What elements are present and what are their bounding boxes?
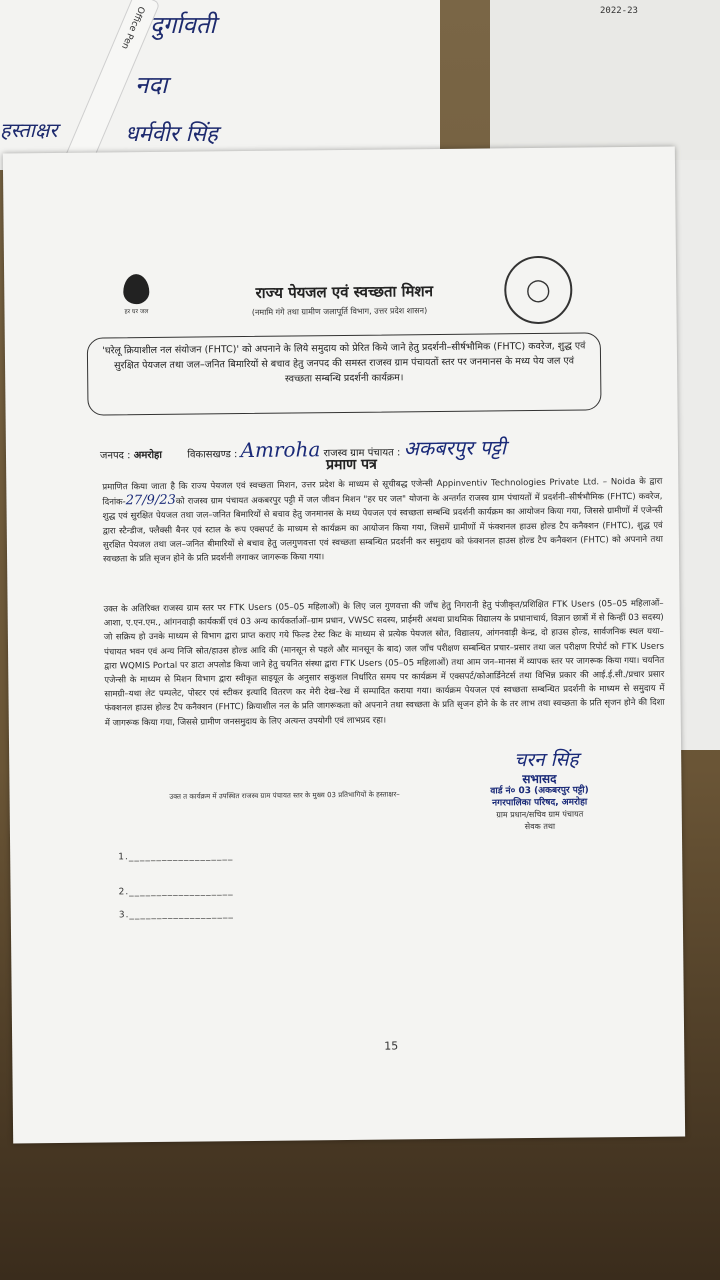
village-label: राजस्व ग्राम पंचायत : bbox=[323, 447, 401, 460]
mission-title: राज्य पेयजल एवं स्वच्छता मिशन bbox=[255, 282, 434, 302]
village-value: अकबरपुर पट्टी bbox=[403, 435, 507, 461]
handwritten-date: 27/9/23 bbox=[125, 492, 176, 509]
signature: चरन सिंह bbox=[514, 748, 579, 772]
stamp-line: नगरपालिका परिषद, अमरोहा bbox=[492, 797, 588, 809]
handwritten-note: धर्मवीर सिंह bbox=[125, 122, 218, 147]
handwritten-note: नदा bbox=[135, 71, 168, 99]
water-drop-icon bbox=[123, 274, 149, 304]
block-label: विकासखण्ड : bbox=[187, 449, 238, 461]
program-banner: 'घरेलू क्रियाशील नल संयोजन (FHTC)' को अपनाने के लिये समुदाय को प्रेरित किये जाने हेतु प्रदर्शनी–सीर्षभौमिक (FHTC) कवरेज, शुद्ध एवं सुरक्षित पेयजल तथा जल–जनित बिमारियों से बचाव हेतु जनपद की समस्त राजस्व ग्राम पंचायतों स्तर पर जनमानस के मध्य पेय जल एवं स्वच्छता सम्बन्धि प्रदर्शनी कार्यक्रम। bbox=[87, 332, 602, 415]
stamp-line: सेवक तथा bbox=[524, 821, 556, 832]
background-sheet-right bbox=[490, 0, 720, 160]
official-stamp bbox=[439, 772, 640, 834]
certificate-title: प्रमाण पत्र bbox=[326, 456, 377, 474]
signature-line-1: 1.___________________ bbox=[118, 851, 234, 863]
up-emblem-icon: ◯ bbox=[504, 256, 573, 325]
janpad-value: अमरोहा bbox=[133, 449, 162, 462]
handwritten-note: दुर्गावती bbox=[150, 11, 216, 39]
signature-line-3: 3.___________________ bbox=[118, 909, 234, 921]
mission-logo bbox=[114, 274, 159, 344]
pen-label: Office Pen bbox=[119, 4, 147, 51]
paragraph-2: उक्त के अतिरिक्त राजस्व ग्राम स्तर पर FTK Users (05–05 महिलाओं) के लिए जल गुणवत्ता की जाँच हेतु निगरानी हेतु पंजीकृत/प्रशिक्षित FTK Users (05–05 महिलाओं–आशा, ए.एन.एम., आंगनवाड़ी कार्यकर्त्री एवं 03 अन्य कार्यकर्ताओं–ग्राम प्रधान, VWSC सदस्य, प्राईमरी अथवा प्राथमिक विद्यालय के प्रधानाचार्य, विज्ञान छात्रों में से किन्हीं 03 सदस्य) जो सक्रिय हो उनके माध्यम से विभाग द्वारा प्राप्त कराए गये फिल्ड टेस्ट किट के माध्यम से प्रत्येक पेयजल स्रोत, विद्यालय, आंगनवाड़ी केन्द्र, दो हाउस होल्ड, सार्वजनिक स्थल यथा–पंचायत भवन एवं अन्य निजि स्रोत/हाउस होल्ड आदि की (मानसून से पहले और मानसून के बाद) जल जाँच परीक्षण सम्बन्धित प्रचार–प्रसार तथा जल परीक्षण रिपोर्ट को FTK Users द्वारा WQMIS Portal पर डाटा अपलोड किया जाने हेतु चयनित संस्था द्वारा FTK Users (05–05 महिलाओं) तथा आम जन–मानस में व्यापक स्तर पर जागरूक किया गया। चयनित एजेन्सी के माध्यम से मिशन विभाग द्वारा स्वीकृत साइयूल के अनुसार सकुशल निर्धारित समय पर कार्यक्रम में एक्सपर्ट/कोआर्डिनेटर्स तथा विभिन्न प्रकार की आई.ई.सी./प्रचार प्रसार सामग्री–यथा लेट पम्पलेट, पोस्टर एवं स्टीकर इत्यादि वितरण कर मेरी देख–रेख में सम्पादित कराया गया। कार्यक्रम पेयजल एवं स्वच्छता सम्बन्धित प्रदर्शनी के माध्यम से समुदाय में फंक्शनल हाउस होल्ड टैप कनैक्शन (FHTC) क्रियाशील नल के प्रति जागरूकता को अपनाने तथा स्वच्छता के प्रति सृजन होने के के तर लाभ तथा स्वच्छता के प्रति सृजन होने की दिशा में जागरूक किया गया, जिससे ग्रामीण जनसमुदाय के लिए अत्यन्त उपयोगी एवं लाभप्रद रहा। bbox=[103, 598, 665, 729]
janpad-label: जनपद : bbox=[99, 450, 131, 462]
background-sheet bbox=[0, 0, 440, 170]
logo-caption: हर घर जल bbox=[124, 308, 149, 316]
certificate-page bbox=[3, 147, 685, 1144]
participants-note: उक्त त कार्यक्रम में उपस्थित राजस्व ग्राम पंचायत स्तर के मुख्य 03 प्रतिभागियों के हस्ताक्षर– bbox=[169, 790, 400, 801]
stamp-title: सभासद bbox=[522, 771, 557, 787]
paragraph-1-text-cont: को राजस्व ग्राम पंचायत अकबरपुर पट्टी में जल जीवन मिशन "हर घर जल" योजना के अन्तर्गत राजस्व ग्राम पंचायतों में प्रदर्शनी–सीर्षभौमिक (FHTC) कवरेज, शुद्ध एवं सुरक्षित पेयजल तथा जल–जनित बिमारियों से बचाव हेतु जनमानस के मध्य पेयजल एवं स्वच्छता सम्बन्धि प्रदर्शनी कार्यक्रम का आयोजन किया गया, जिससे ग्रामीणों में एजेन्सी द्वारा स्टैन्डीज, फ्लैक्सी बैनर एवं स्टाल के रूप एक्सपर्ट के माध्यम से कार्यक्रम का आयोजन किया गया, जिसमें ग्रामीणों में फंक्शनल हाउस होल्ड टैप कनैक्शन (FHTC), शुद्ध एवं सुरक्षित पेयजल तथा जल–जनित बीमारियों से बचाव हेतु जलगुणवत्ता एवं स्वच्छता सम्बन्धित प्रदर्शनी कर समुदाय को फंक्शनल हाउस होल्ड टैप कनैक्शन (FHTC) को अपनाने तथा स्वच्छता के प्रति सृजन होने के प्रति प्रदर्शनी लगाकर जागरूक किया गया। bbox=[102, 491, 663, 565]
handwritten-note: हस्ताक्षर bbox=[0, 118, 58, 142]
signature-line-2: 2.___________________ bbox=[118, 886, 234, 898]
block-value: Amroha bbox=[240, 437, 321, 463]
stamp-line: वार्ड नं० 03 (अकबरपुर पट्टी) bbox=[490, 785, 589, 797]
paragraph-1-text: प्रमाणित किया जाता है कि राज्य पेयजल एवं स्वच्छता मिशन, उत्तर प्रदेश के माध्यम से सूचीबद्ध एजेन्सी Appinventiv Technologies Private Ltd. – Noida के द्वारा दिनांक- bbox=[102, 476, 663, 508]
mission-subtitle: (नमामि गंगे तथा ग्रामीण जलापूर्ति विभाग, उत्तर प्रदेश शासन) bbox=[251, 306, 428, 317]
page-number: 15 bbox=[384, 1039, 399, 1053]
corner-note: 2022-23 bbox=[600, 6, 638, 16]
paragraph-1 bbox=[102, 475, 663, 567]
stamp-line: ग्राम प्रधान/सचिव ग्राम पंचायत bbox=[496, 809, 584, 820]
